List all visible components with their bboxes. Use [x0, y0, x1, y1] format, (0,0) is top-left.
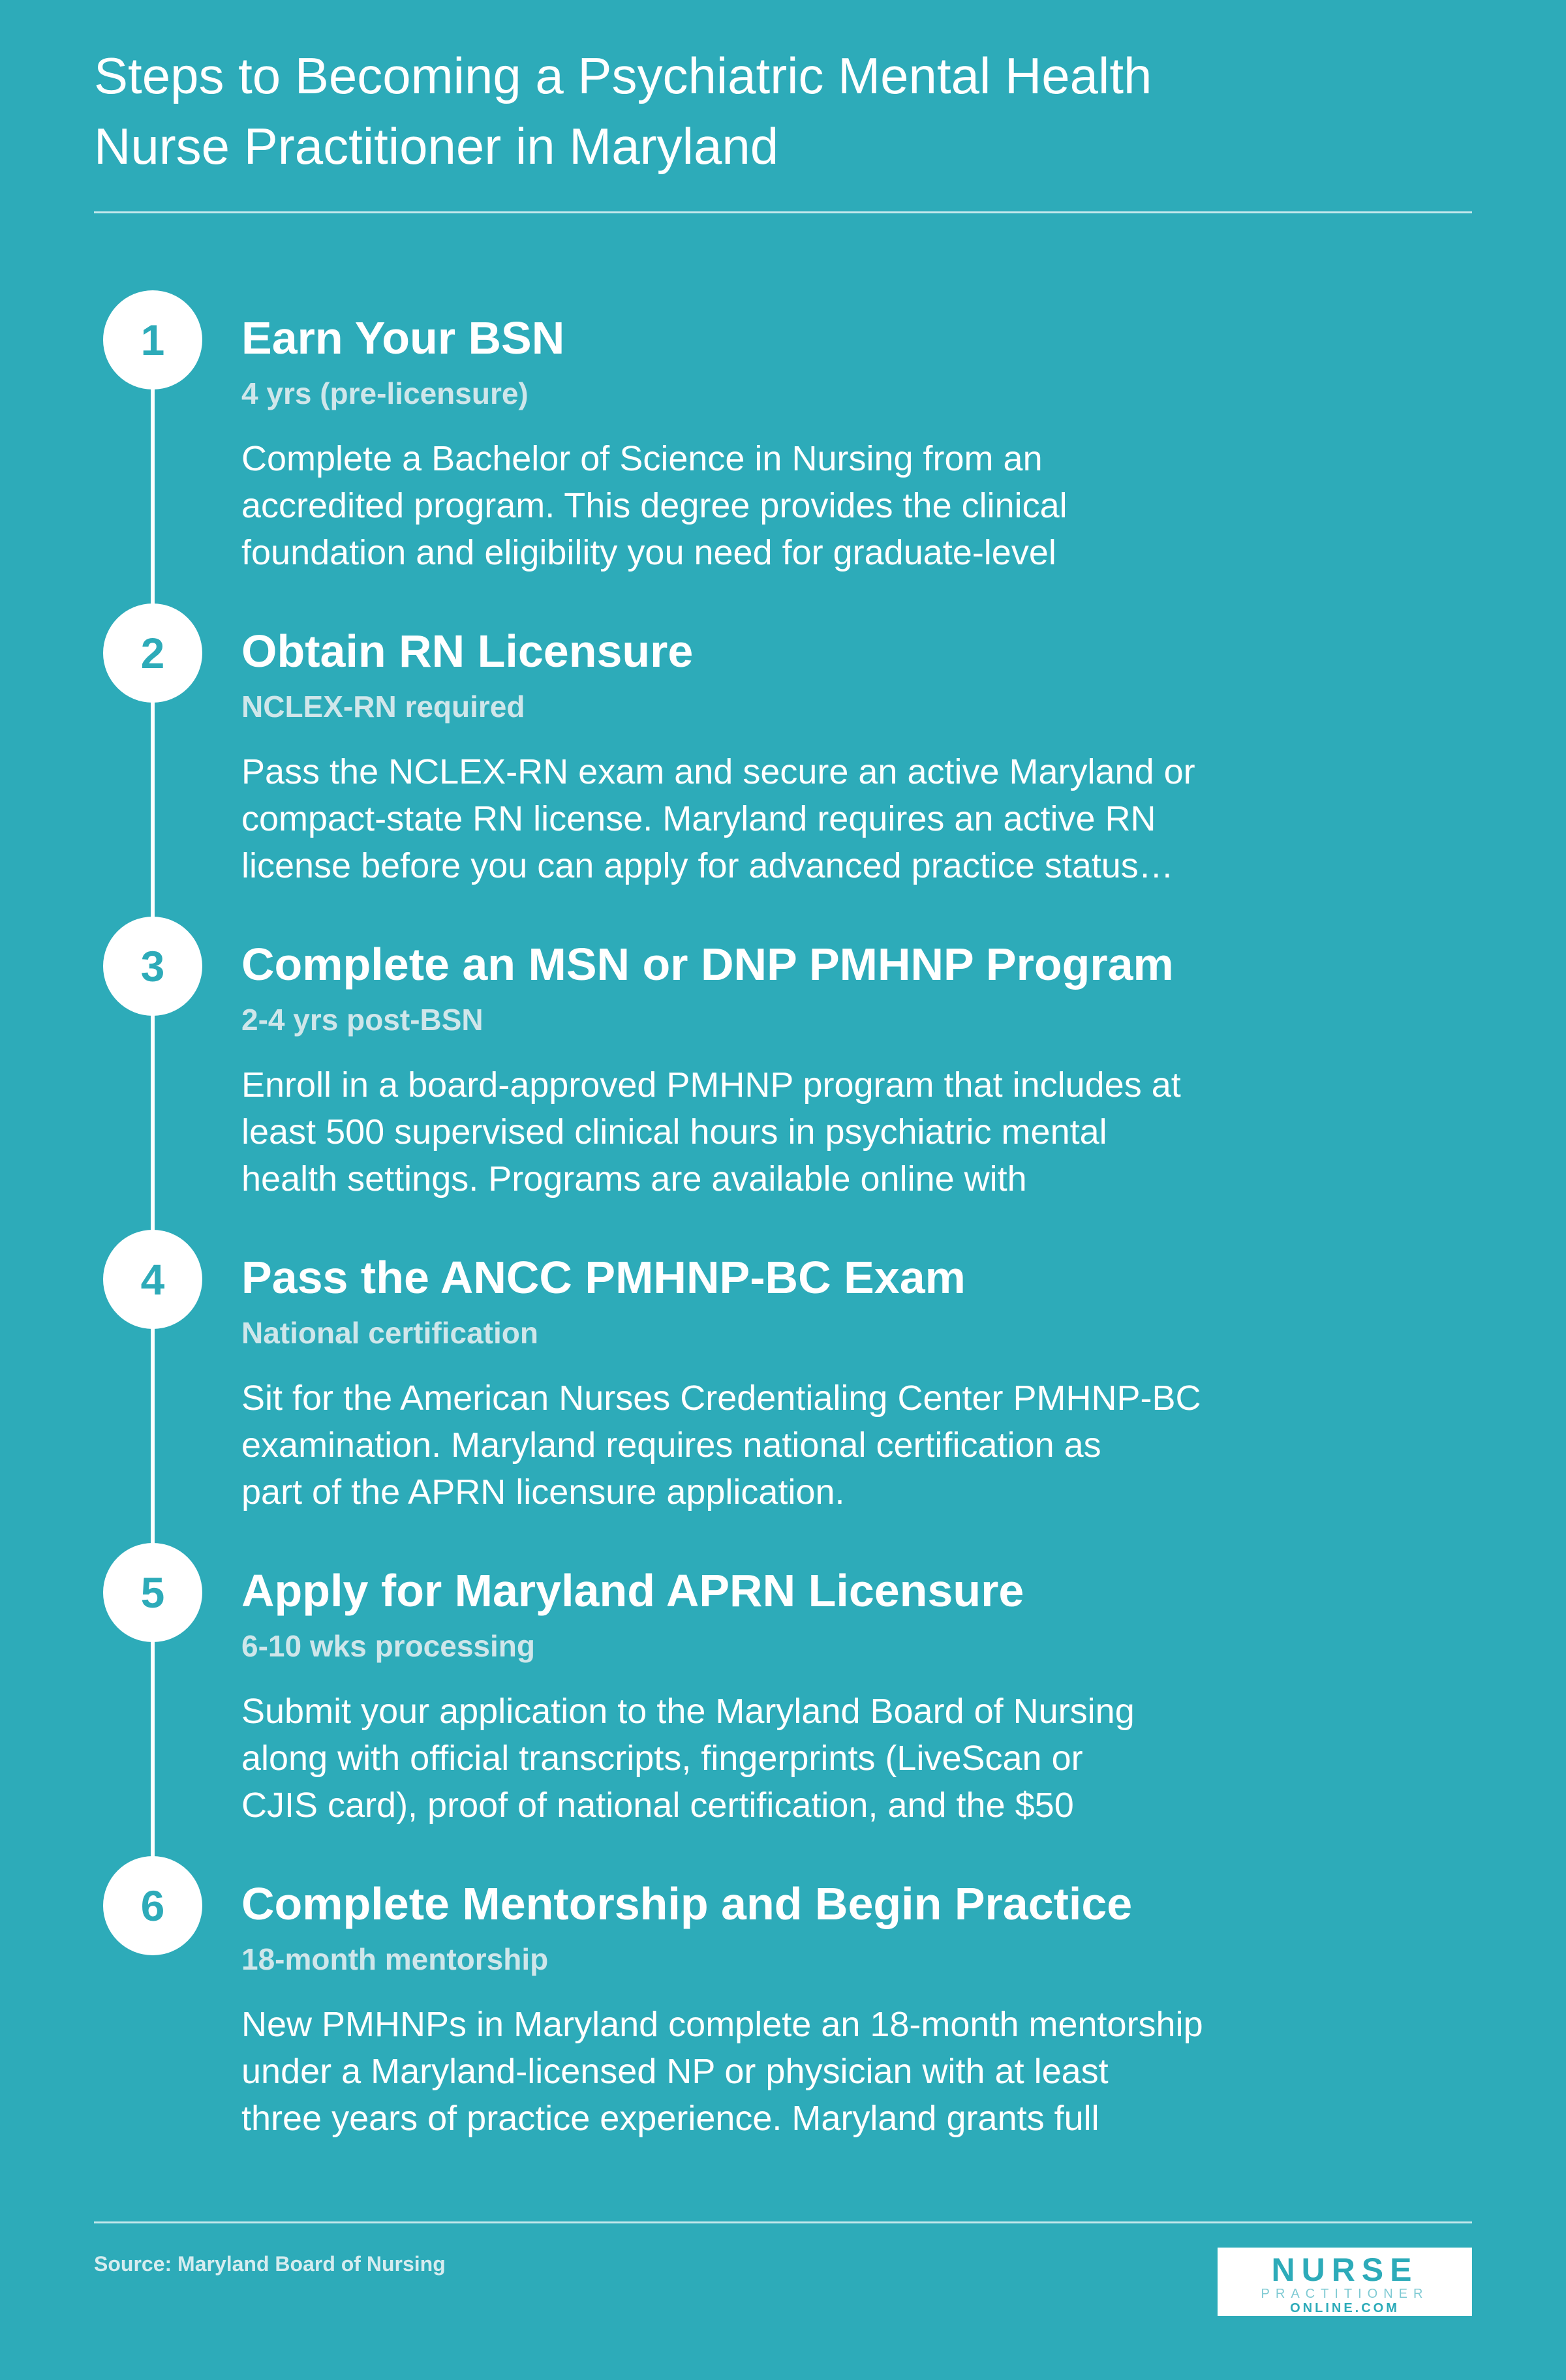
step-description — [241, 2001, 1298, 2142]
step-duration: 18-month mentorship — [241, 1942, 549, 1976]
description-line: license before you can apply for advanced practice status… — [241, 846, 1174, 885]
step-number-badge: 6 — [103, 1856, 202, 1955]
page-title — [94, 40, 1399, 181]
description-line: Sit for the American Nurses Credentialing Center PMHNP-BC — [241, 1379, 1201, 1418]
step-6 — [0, 1856, 1566, 2163]
description-line: accredited program. This degree provides the clinical — [241, 486, 1067, 525]
step-description — [241, 1061, 1298, 1202]
title-line-1: Steps to Becoming a Psychiatric Mental Health — [94, 47, 1152, 104]
step-5 — [0, 1543, 1566, 1850]
logo-wordmark-mid: PRACTITIONER — [1261, 2287, 1429, 2301]
description-line: least 500 supervised clinical hours in psychiatric mental — [241, 1112, 1107, 1152]
logo-wordmark-bottom: ONLINE.COM — [1290, 2301, 1400, 2315]
description-line: Complete a Bachelor of Science in Nursing from an — [241, 439, 1043, 478]
description-line: health settings. Programs are available online with — [241, 1159, 1027, 1198]
step-duration: 2-4 yrs post-BSN — [241, 1003, 484, 1037]
description-line: part of the APRN licensure application. — [241, 1472, 845, 1512]
description-line: CJIS card), proof of national certification, and the $50 — [241, 1786, 1074, 1825]
bottom-divider — [94, 2221, 1472, 2223]
step-1 — [0, 290, 1566, 597]
step-duration: NCLEX-RN required — [241, 690, 525, 724]
step-title: Obtain RN Licensure — [241, 626, 694, 677]
step-number-badge: 3 — [103, 917, 202, 1016]
logo-wordmark-main: NURSE — [1271, 2251, 1419, 2288]
step-number-badge: 5 — [103, 1543, 202, 1642]
step-number-badge: 4 — [103, 1230, 202, 1329]
step-title: Earn Your BSN — [241, 313, 565, 363]
description-line: examination. Maryland requires national certification as — [241, 1426, 1101, 1465]
step-2 — [0, 603, 1566, 910]
step-description — [241, 1375, 1298, 1516]
step-duration: 4 yrs (pre-licensure) — [241, 376, 529, 410]
description-line: Enroll in a board-approved PMHNP program that includes at — [241, 1065, 1181, 1105]
top-divider — [94, 211, 1472, 213]
step-4 — [0, 1230, 1566, 1536]
nurse-practitioner-online-logo[interactable] — [1218, 2248, 1472, 2316]
description-line: New PMHNPs in Maryland complete an 18-month mentorship — [241, 2005, 1203, 2044]
step-number-badge: 2 — [103, 603, 202, 703]
step-title: Complete an MSN or DNP PMHNP Program — [241, 939, 1174, 990]
title-line-2: Nurse Practitioner in Maryland — [94, 117, 779, 175]
description-line: Pass the NCLEX-RN exam and secure an active Maryland or — [241, 752, 1195, 791]
step-description — [241, 1688, 1298, 1829]
step-3 — [0, 917, 1566, 1223]
step-title: Pass the ANCC PMHNP-BC Exam — [241, 1252, 966, 1303]
step-number-badge: 1 — [103, 290, 202, 389]
step-description — [241, 435, 1298, 576]
step-title: Apply for Maryland APRN Licensure — [241, 1565, 1024, 1616]
step-duration: 6-10 wks processing — [241, 1629, 535, 1663]
description-line: Submit your application to the Maryland Board of Nursing — [241, 1692, 1135, 1731]
description-line: along with official transcripts, fingerprints (LiveScan or — [241, 1739, 1083, 1778]
step-title: Complete Mentorship and Begin Practice — [241, 1878, 1133, 1929]
description-line: three years of practice experience. Maryland grants full — [241, 2099, 1099, 2138]
source-credit: Source: Maryland Board of Nursing — [94, 2252, 446, 2276]
description-line: under a Maryland-licensed NP or physician with at least — [241, 2052, 1109, 2091]
description-line: compact-state RN license. Maryland requires an active RN — [241, 799, 1156, 838]
description-line: foundation and eligibility you need for graduate-level — [241, 533, 1056, 572]
step-duration: National certification — [241, 1316, 538, 1350]
step-description — [241, 748, 1298, 889]
